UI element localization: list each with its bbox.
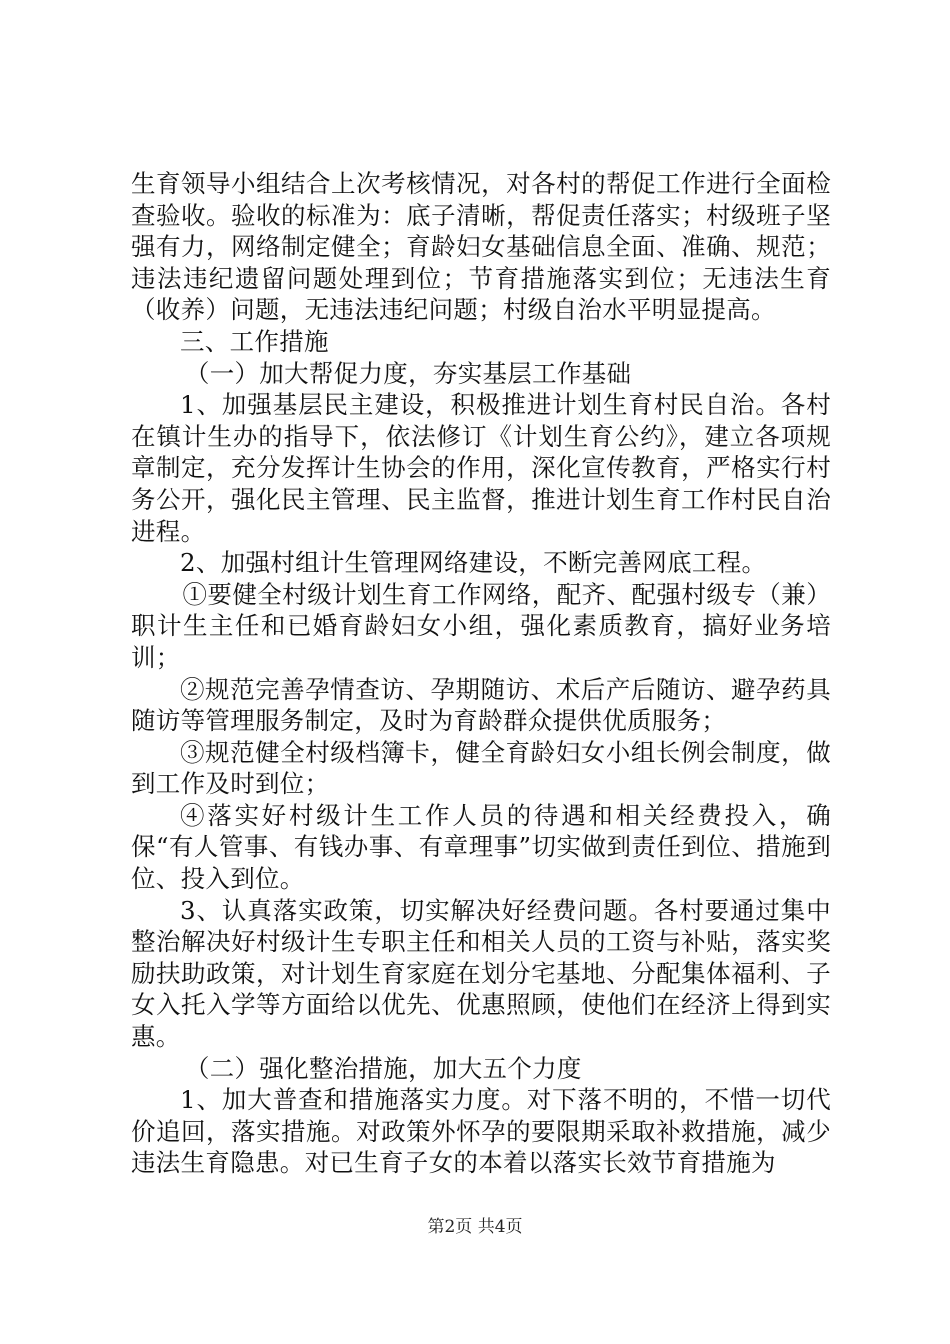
paragraph-item-2-1: 1、加大普查和措施落实力度。对下落不明的，不惜一切代价追回，落实措施。对政策外怀孕的要限期采取补救措施，减少违法生育隐患。对已生育子女的本着以落实长效节育措施为	[131, 1085, 831, 1178]
page-number-footer: 第2页 共4页	[427, 1217, 523, 1237]
list-item-circled-2: ②规范完善孕情查访、孕期随访、术后产后随访、避孕药具随访等管理服务制定，及时为育龄群众提供优质服务；	[131, 674, 831, 736]
list-item-circled-4: ④落实好村级计生工作人员的待遇和相关经费投入，确保“有人管事、有钱办事、有章理事”切实做到责任到位、措施到位、投入到位。	[131, 800, 831, 894]
subsection-heading-2: （二）强化整治措施，加大五个力度	[184, 1053, 582, 1083]
list-item-circled-3: ③规范健全村级档簿卡，健全育龄妇女小组长例会制度，做到工作及时到位；	[131, 737, 831, 799]
document-body	[131, 168, 831, 1179]
subsection-heading-1: （一）加大帮促力度，夯实基层工作基础	[184, 358, 632, 388]
paragraph-item-3: 3、认真落实政策，切实解决好经费问题。各村要通过集中整治解决好村级计生专职主任和相关人员的工资与补贴，落实奖励扶助政策，对计划生育家庭在划分宅基地、分配集体福利、子女入托入学等方面给以优先、优惠照顾，使他们在经济上得到实惠。	[131, 895, 831, 1052]
paragraph-acceptance-standard: 生育领导小组结合上次考核情况，对各村的帮促工作进行全面检查验收。验收的标准为：底子清晰，帮促责任落实；村级班子坚强有力，网络制定健全；育龄妇女基础信息全面、准确、规范；违法违纪遗留问题处理到位；节育措施落实到位；无违法生育（收养）问题，无违法违纪问题；村级自治水平明显提高。	[131, 169, 831, 325]
paragraph-item-1: 1、加强基层民主建设，积极推进计划生育村民自治。各村在镇计生办的指导下，依法修订《计划生育公约》，建立各项规章制定，充分发挥计生协会的作用，深化宣传教育，严格实行村务公开，强化民主管理、民主监督，推进计划生育工作村民自治进程。	[131, 390, 831, 546]
paragraph-item-2: 2、加强村组计生管理网络建设，不断完善网底工程。	[180, 548, 767, 578]
section-heading-work-measures: 三、工作措施	[180, 326, 329, 356]
list-item-circled-1: ①要健全村级计划生育工作网络，配齐、配强村级专（兼）职计生主任和已婚育龄妇女小组，强化素质教育，搞好业务培训；	[131, 579, 831, 672]
